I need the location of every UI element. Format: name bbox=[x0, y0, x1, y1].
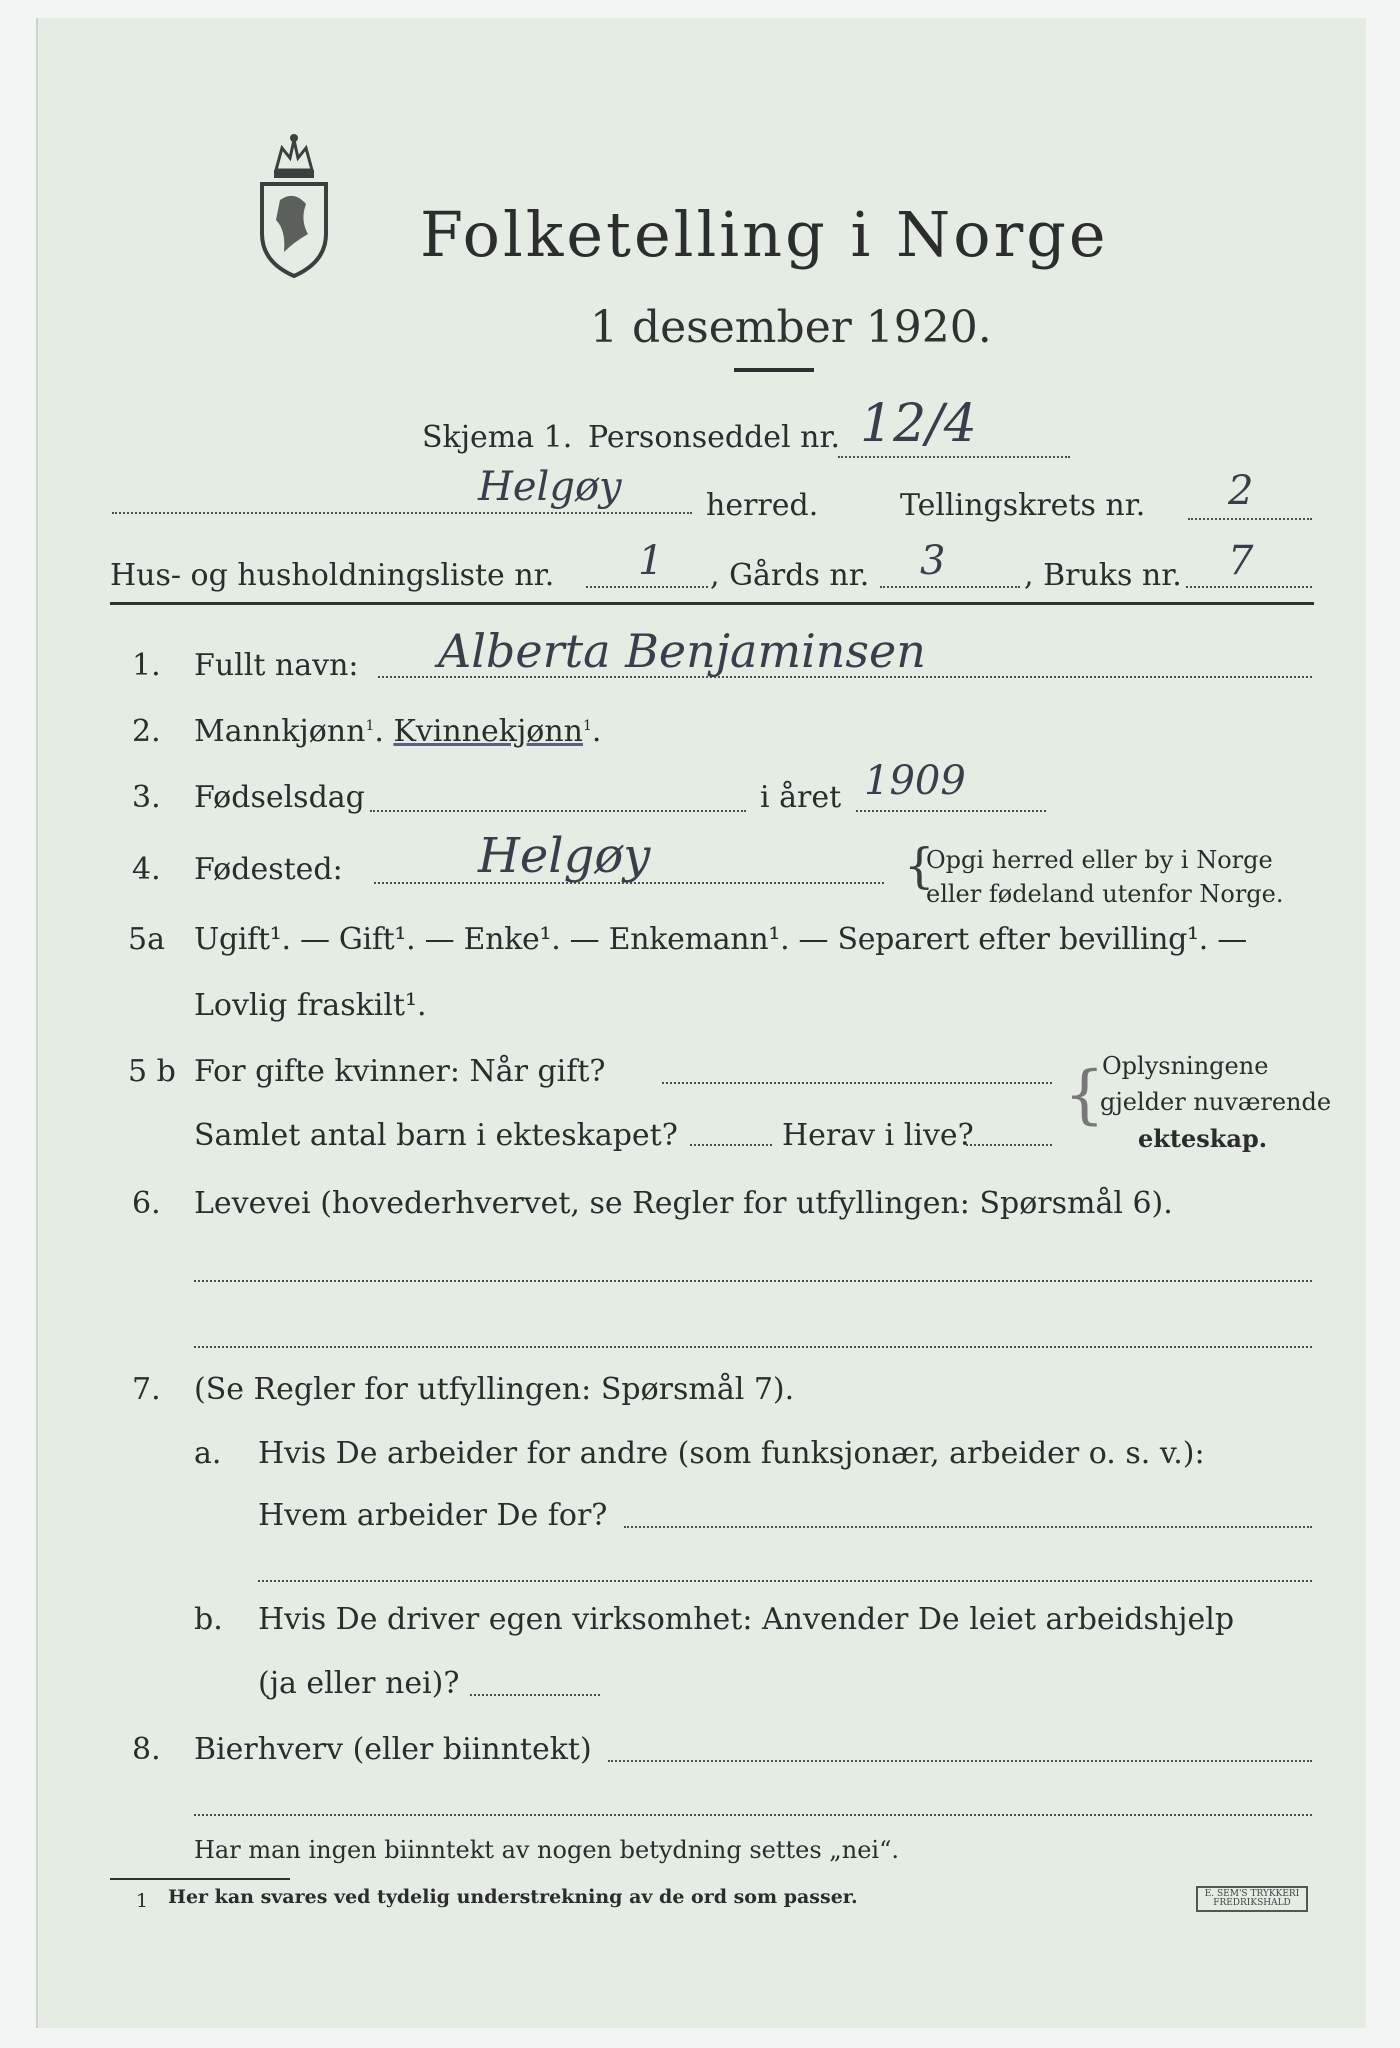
hus-value: 1 bbox=[638, 538, 664, 584]
q4-brace: { bbox=[904, 838, 935, 894]
printer-stamp: E. SEM'S TRYKKERI FREDRIKSHALD bbox=[1196, 1886, 1308, 1912]
q8-line2 bbox=[194, 1814, 1312, 1816]
q4-label: Fødested: bbox=[194, 852, 343, 887]
tellingskrets-value: 2 bbox=[1228, 468, 1254, 514]
q5b-brace: { bbox=[1064, 1058, 1105, 1132]
q7b-text-line2: (ja eller nei)? bbox=[258, 1666, 460, 1701]
q7b-line bbox=[470, 1694, 600, 1696]
footnote-ref: 1 bbox=[365, 718, 375, 734]
q1-value: Alberta Benjaminsen bbox=[438, 624, 926, 678]
footnote-text: Her kan svares ved tydelig understrekning av de ord som passer. bbox=[168, 1886, 858, 1908]
q6-text: Levevei (hovederhvervet, se Regler for utfyllingen: Spørsmål 6). bbox=[194, 1186, 1173, 1221]
q3-number: 3. bbox=[132, 780, 161, 815]
census-form bbox=[36, 18, 1366, 2028]
q5b-note-line2: gjelder nuværende bbox=[1100, 1088, 1332, 1116]
q7a-text-line2: Hvem arbeider De for? bbox=[258, 1498, 608, 1533]
footer-note: Har man ingen biinntekt av nogen betydning settes „nei“. bbox=[194, 1836, 899, 1864]
q5b-number: 5 b bbox=[128, 1054, 176, 1089]
gards-line bbox=[880, 586, 1020, 588]
q5b-alive-label: Herav i live? bbox=[782, 1118, 974, 1153]
footnote-rule bbox=[110, 1878, 290, 1880]
q7b-text: Hvis De driver egen virksomhet: Anvender De leiet arbeidshjelp bbox=[258, 1602, 1235, 1637]
form-title: Folketelling i Norge bbox=[420, 198, 1109, 271]
q2-male-option: Mannkjønn bbox=[194, 714, 366, 749]
q7b-letter: b. bbox=[194, 1602, 223, 1637]
herred-value: Helgøy bbox=[478, 464, 622, 510]
q7a-line2 bbox=[258, 1580, 1312, 1582]
q3-label: Fødselsdag bbox=[194, 780, 365, 815]
footnote-ref: 1 bbox=[582, 718, 592, 734]
coat-of-arms-icon bbox=[254, 130, 334, 280]
q4-value: Helgøy bbox=[478, 828, 651, 884]
q5b-children-line bbox=[690, 1144, 772, 1146]
section-divider bbox=[110, 602, 1314, 605]
q8-text: Bierhverv (eller biinntekt) bbox=[194, 1732, 592, 1767]
q7a-letter: a. bbox=[194, 1436, 222, 1471]
schema-label: Skjema 1. bbox=[422, 420, 573, 455]
personseddel-line bbox=[838, 456, 1070, 458]
bruks-value: 7 bbox=[1228, 538, 1254, 584]
q8-line1 bbox=[608, 1760, 1312, 1762]
footnote-mark: 1 bbox=[136, 1890, 149, 1912]
q6-number: 6. bbox=[132, 1186, 161, 1221]
q5a-number: 5a bbox=[128, 922, 165, 957]
herred-label: herred. bbox=[706, 488, 819, 523]
q5b-alive-line bbox=[966, 1144, 1052, 1146]
q7-text: (Se Regler for utfyllingen: Spørsmål 7). bbox=[194, 1372, 795, 1407]
q6-line1 bbox=[194, 1280, 1312, 1282]
q5b-children-label: Samlet antal barn i ekteskapet? bbox=[194, 1118, 678, 1153]
gards-label: , Gårds nr. bbox=[710, 558, 870, 593]
personseddel-value: 12/4 bbox=[860, 394, 977, 454]
gards-value: 3 bbox=[920, 538, 946, 584]
q8-number: 8. bbox=[132, 1732, 161, 1767]
q3-year-value: 1909 bbox=[864, 758, 966, 804]
q7a-text: Hvis De arbeider for andre (som funksjonær, arbeider o. s. v.): bbox=[258, 1436, 1205, 1471]
q3-day-line bbox=[370, 810, 746, 812]
q4-number: 4. bbox=[132, 852, 161, 887]
q6-line2 bbox=[194, 1346, 1312, 1348]
q2-options: Mannkjønn$^1$. Kvinnekjønn$^1$. bbox=[194, 714, 602, 749]
q3-year-label: i året bbox=[760, 780, 842, 815]
q1-number: 1. bbox=[132, 648, 161, 683]
q4-note-line1: Opgi herred eller by i Norge bbox=[926, 846, 1273, 874]
q7a-line1 bbox=[624, 1526, 1312, 1528]
q5b-married-line bbox=[662, 1082, 1052, 1084]
bruks-line bbox=[1186, 586, 1312, 588]
q2-female-option: Kvinnekjønn bbox=[393, 714, 583, 749]
herred-line bbox=[112, 512, 692, 514]
form-date: 1 desember 1920. bbox=[590, 302, 992, 353]
title-rule bbox=[734, 368, 814, 372]
tellingskrets-line bbox=[1188, 518, 1312, 520]
q5a-options: Ugift¹. — Gift¹. — Enke¹. — Enkemann¹. — Separert efter bevilling¹. — bbox=[194, 922, 1247, 957]
hus-line bbox=[586, 586, 708, 588]
q4-note-line2: eller fødeland utenfor Norge. bbox=[926, 880, 1284, 908]
hus-label: Hus- og husholdningsliste nr. bbox=[110, 558, 555, 593]
q5b-note-line1: Oplysningene bbox=[1102, 1052, 1269, 1080]
q3-year-line bbox=[856, 810, 1046, 812]
q5a-options-line2: Lovlig fraskilt¹. bbox=[194, 988, 427, 1023]
tellingskrets-label: Tellingskrets nr. bbox=[900, 488, 1146, 523]
personseddel-label: Personseddel nr. bbox=[588, 420, 841, 455]
q7-number: 7. bbox=[132, 1372, 161, 1407]
bruks-label: , Bruks nr. bbox=[1024, 558, 1182, 593]
q2-number: 2. bbox=[132, 714, 161, 749]
q5b-label: For gifte kvinner: Når gift? bbox=[194, 1054, 606, 1089]
q5b-note-line3: ekteskap. bbox=[1138, 1124, 1268, 1153]
q1-label: Fullt navn: bbox=[194, 648, 359, 683]
